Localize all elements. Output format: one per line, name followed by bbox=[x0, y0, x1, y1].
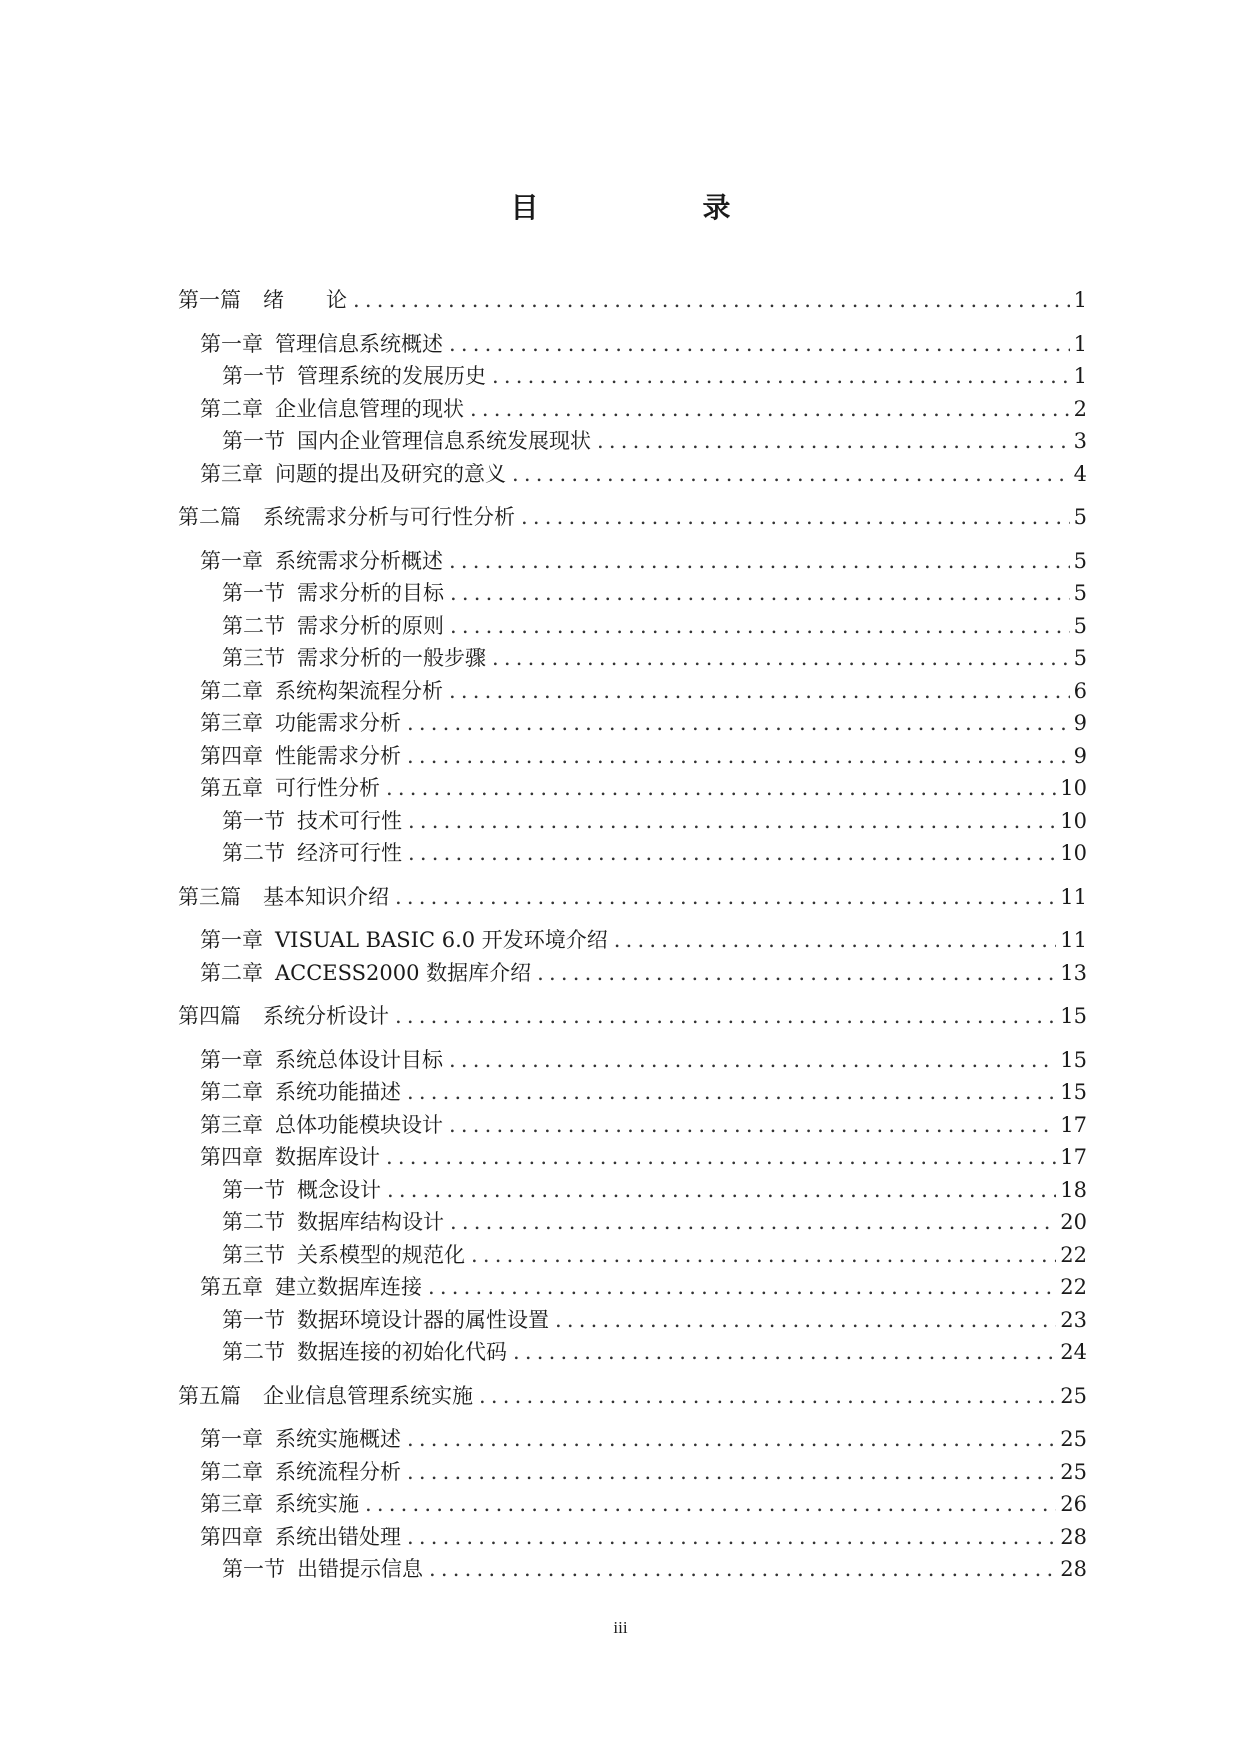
toc-title: 问题的提出及研究的意义 bbox=[275, 461, 506, 486]
toc-number: 第三篇 bbox=[178, 884, 241, 909]
toc-page: 5 bbox=[1073, 646, 1087, 670]
toc-title: 系统需求分析概述 bbox=[275, 548, 443, 573]
toc-number: 第二篇 bbox=[178, 505, 241, 529]
toc-number: 第一章 bbox=[200, 1047, 263, 1072]
toc-entry[interactable] bbox=[178, 957, 1087, 990]
toc-page: 1 bbox=[1073, 288, 1087, 312]
toc-entry[interactable] bbox=[178, 1521, 1087, 1554]
toc-entry[interactable] bbox=[178, 805, 1087, 838]
toc-title: 概念设计 bbox=[297, 1177, 381, 1202]
toc-entry[interactable] bbox=[178, 360, 1087, 393]
toc-entry[interactable] bbox=[178, 1336, 1087, 1369]
toc-number: 第二节 bbox=[222, 613, 285, 638]
toc-number: 第二节 bbox=[222, 1340, 285, 1364]
toc-page: 13 bbox=[1060, 960, 1087, 985]
toc-entry[interactable] bbox=[178, 1423, 1087, 1456]
toc-entry[interactable] bbox=[178, 837, 1087, 870]
toc-page: 9 bbox=[1073, 711, 1087, 735]
table-of-contents bbox=[178, 284, 1087, 1586]
toc-number: 第一节 bbox=[222, 808, 285, 833]
toc-title: 出错提示信息 bbox=[297, 1557, 423, 1581]
toc-page: 5 bbox=[1073, 548, 1087, 573]
toc-title: 数据连接的初始化代码 bbox=[297, 1340, 507, 1364]
toc-title: 企业信息管理系统实施 bbox=[263, 1383, 473, 1408]
toc-title: 管理信息系统概述 bbox=[275, 331, 443, 356]
toc-entry[interactable] bbox=[178, 284, 1087, 317]
toc-page: 3 bbox=[1073, 429, 1087, 453]
toc-number: 第二章 bbox=[200, 960, 263, 985]
toc-page: 28 bbox=[1060, 1557, 1087, 1581]
toc-page: 4 bbox=[1073, 461, 1087, 486]
page-title: 目 录 bbox=[510, 191, 767, 224]
toc-entry[interactable] bbox=[178, 1174, 1087, 1207]
toc-number: 第一节 bbox=[222, 429, 285, 453]
toc-leader bbox=[386, 772, 1056, 805]
toc-leader bbox=[449, 1109, 1056, 1142]
toc-leader bbox=[449, 545, 1070, 578]
toc-page: 10 bbox=[1060, 841, 1087, 865]
toc-entry[interactable] bbox=[178, 1076, 1087, 1109]
toc-leader bbox=[387, 1174, 1056, 1207]
toc-number: 第一节 bbox=[222, 364, 285, 388]
toc-entry[interactable] bbox=[178, 610, 1087, 643]
toc-title: 性能需求分析 bbox=[275, 743, 401, 768]
toc-page: 18 bbox=[1060, 1177, 1087, 1202]
toc-leader bbox=[407, 740, 1070, 773]
toc-leader bbox=[450, 610, 1070, 643]
toc-page: 20 bbox=[1060, 1210, 1087, 1234]
toc-title: 数据库结构设计 bbox=[297, 1210, 444, 1234]
toc-leader bbox=[450, 577, 1070, 610]
toc-leader bbox=[386, 1141, 1056, 1174]
toc-leader bbox=[353, 284, 1070, 317]
toc-page: 10 bbox=[1060, 776, 1087, 800]
toc-title: 企业信息管理的现状 bbox=[275, 396, 464, 421]
toc-number: 第四篇 bbox=[178, 1004, 241, 1028]
toc-page: 26 bbox=[1060, 1492, 1087, 1516]
toc-number: 第四章 bbox=[200, 1524, 263, 1549]
toc-page: 10 bbox=[1060, 808, 1087, 833]
page-number: iii bbox=[613, 1618, 628, 1637]
toc-page: 24 bbox=[1060, 1340, 1087, 1364]
toc-leader bbox=[428, 1271, 1056, 1304]
toc-leader bbox=[408, 837, 1056, 870]
toc-title: 基本知识介绍 bbox=[263, 884, 389, 909]
toc-entry[interactable] bbox=[178, 1380, 1087, 1413]
toc-leader bbox=[521, 501, 1070, 534]
toc-entry[interactable] bbox=[178, 425, 1087, 458]
toc-title: 可行性分析 bbox=[275, 776, 380, 800]
toc-title: 系统分析设计 bbox=[263, 1004, 389, 1028]
toc-number: 第二节 bbox=[222, 841, 285, 865]
toc-page: 9 bbox=[1073, 743, 1087, 768]
toc-entry[interactable] bbox=[178, 1141, 1087, 1174]
toc-title: 系统总体设计目标 bbox=[275, 1047, 443, 1072]
toc-number: 第二章 bbox=[200, 678, 263, 703]
toc-page: 28 bbox=[1060, 1524, 1087, 1549]
toc-title: 管理系统的发展历史 bbox=[297, 364, 486, 388]
toc-title: 系统出错处理 bbox=[275, 1524, 401, 1549]
toc-leader bbox=[597, 425, 1070, 458]
toc-leader bbox=[537, 957, 1056, 990]
toc-number: 第四章 bbox=[200, 743, 263, 768]
toc-number: 第三节 bbox=[222, 1242, 285, 1267]
toc-entry[interactable] bbox=[178, 501, 1087, 534]
toc-number: 第三章 bbox=[200, 711, 263, 735]
toc-page: 1 bbox=[1073, 331, 1087, 356]
toc-number: 第三章 bbox=[200, 1112, 263, 1137]
toc-number: 第二章 bbox=[200, 396, 263, 421]
toc-page: 5 bbox=[1073, 613, 1087, 638]
toc-number: 第四章 bbox=[200, 1145, 263, 1169]
toc-page: 6 bbox=[1073, 678, 1087, 703]
toc-title: 系统构架流程分析 bbox=[275, 678, 443, 703]
toc-leader bbox=[513, 1336, 1056, 1369]
toc-page: 15 bbox=[1060, 1047, 1087, 1072]
toc-entry[interactable] bbox=[178, 1304, 1087, 1337]
toc-entry[interactable] bbox=[178, 328, 1087, 361]
toc-leader bbox=[407, 1456, 1056, 1489]
toc-page: 25 bbox=[1060, 1427, 1087, 1451]
toc-page: 1 bbox=[1073, 364, 1087, 388]
toc-entry[interactable] bbox=[178, 924, 1087, 957]
toc-title: 技术可行性 bbox=[297, 808, 402, 833]
toc-leader bbox=[492, 360, 1070, 393]
toc-leader bbox=[407, 1423, 1056, 1456]
toc-title: 国内企业管理信息系统发展现状 bbox=[297, 429, 591, 453]
toc-number: 第一篇 bbox=[178, 288, 241, 312]
toc-title: 系统流程分析 bbox=[275, 1459, 401, 1484]
toc-number: 第二章 bbox=[200, 1080, 263, 1104]
toc-leader bbox=[407, 1076, 1056, 1109]
toc-number: 第五章 bbox=[200, 776, 263, 800]
toc-leader bbox=[470, 393, 1070, 426]
toc-entry[interactable] bbox=[178, 1206, 1087, 1239]
toc-number: 第一节 bbox=[222, 1557, 285, 1581]
toc-entry[interactable] bbox=[178, 772, 1087, 805]
toc-leader bbox=[614, 924, 1056, 957]
toc-title: ACCESS2000 数据库介绍 bbox=[275, 960, 532, 985]
toc-leader bbox=[449, 675, 1070, 708]
toc-number: 第一节 bbox=[222, 1307, 285, 1332]
toc-number: 第二节 bbox=[222, 1210, 285, 1234]
toc-number: 第一章 bbox=[200, 1427, 263, 1451]
toc-entry[interactable] bbox=[178, 1044, 1087, 1077]
toc-page: 25 bbox=[1060, 1459, 1087, 1484]
toc-title: 总体功能模块设计 bbox=[275, 1112, 443, 1137]
toc-title: 数据环境设计器的属性设置 bbox=[297, 1307, 549, 1332]
toc-entry[interactable] bbox=[178, 458, 1087, 491]
toc-entry[interactable] bbox=[178, 675, 1087, 708]
toc-title: 系统实施概述 bbox=[275, 1427, 401, 1451]
toc-title: 功能需求分析 bbox=[275, 711, 401, 735]
toc-page: 17 bbox=[1060, 1145, 1087, 1169]
toc-entry[interactable] bbox=[178, 642, 1087, 675]
toc-entry[interactable] bbox=[178, 1553, 1087, 1586]
toc-title: 绪 论 bbox=[263, 288, 347, 312]
toc-title: 数据库设计 bbox=[275, 1145, 380, 1169]
toc-leader bbox=[471, 1239, 1056, 1272]
toc-entry[interactable] bbox=[178, 1239, 1087, 1272]
toc-number: 第一节 bbox=[222, 1177, 285, 1202]
toc-title: 系统功能描述 bbox=[275, 1080, 401, 1104]
toc-leader bbox=[365, 1488, 1056, 1521]
toc-leader bbox=[479, 1380, 1056, 1413]
toc-title: 需求分析的目标 bbox=[297, 581, 444, 605]
toc-number: 第一章 bbox=[200, 928, 263, 952]
toc-page: 17 bbox=[1060, 1112, 1087, 1137]
toc-leader bbox=[492, 642, 1070, 675]
toc-number: 第一章 bbox=[200, 331, 263, 356]
toc-page: 11 bbox=[1060, 884, 1087, 909]
toc-entry[interactable] bbox=[178, 1271, 1087, 1304]
toc-leader bbox=[449, 1044, 1056, 1077]
toc-number: 第三章 bbox=[200, 1492, 263, 1516]
toc-title: VISUAL BASIC 6.0 开发环境介绍 bbox=[275, 928, 608, 952]
toc-title: 关系模型的规范化 bbox=[297, 1242, 465, 1267]
toc-page: 23 bbox=[1060, 1307, 1087, 1332]
toc-title: 系统实施 bbox=[275, 1492, 359, 1516]
toc-page: 25 bbox=[1060, 1383, 1087, 1408]
toc-page: 5 bbox=[1073, 505, 1087, 529]
toc-page: 15 bbox=[1060, 1080, 1087, 1104]
toc-title: 系统需求分析与可行性分析 bbox=[263, 505, 515, 529]
toc-entry[interactable] bbox=[178, 545, 1087, 578]
toc-title: 需求分析的原则 bbox=[297, 613, 444, 638]
toc-title: 经济可行性 bbox=[297, 841, 402, 865]
toc-entry[interactable] bbox=[178, 881, 1087, 914]
toc-leader bbox=[555, 1304, 1056, 1337]
toc-leader bbox=[407, 1521, 1056, 1554]
toc-entry[interactable] bbox=[178, 707, 1087, 740]
toc-leader bbox=[395, 881, 1056, 914]
toc-number: 第一节 bbox=[222, 581, 285, 605]
toc-title: 需求分析的一般步骤 bbox=[297, 646, 486, 670]
toc-number: 第二章 bbox=[200, 1459, 263, 1484]
toc-page: 22 bbox=[1060, 1275, 1087, 1299]
toc-leader bbox=[407, 707, 1070, 740]
toc-leader bbox=[450, 1206, 1056, 1239]
toc-entry[interactable] bbox=[178, 393, 1087, 426]
toc-title: 建立数据库连接 bbox=[275, 1275, 422, 1299]
toc-page: 5 bbox=[1073, 581, 1087, 605]
toc-page: 22 bbox=[1060, 1242, 1087, 1267]
toc-entry[interactable] bbox=[178, 577, 1087, 610]
toc-leader bbox=[395, 1000, 1056, 1033]
toc-entry[interactable] bbox=[178, 1488, 1087, 1521]
toc-number: 第五章 bbox=[200, 1275, 263, 1299]
toc-page: 11 bbox=[1060, 928, 1087, 952]
toc-leader bbox=[429, 1553, 1056, 1586]
toc-number: 第一章 bbox=[200, 548, 263, 573]
toc-leader bbox=[449, 328, 1070, 361]
toc-entry[interactable] bbox=[178, 1456, 1087, 1489]
toc-page: 15 bbox=[1060, 1004, 1087, 1028]
toc-entry[interactable] bbox=[178, 1000, 1087, 1033]
toc-entry[interactable] bbox=[178, 1109, 1087, 1142]
toc-number: 第三节 bbox=[222, 646, 285, 670]
toc-leader bbox=[408, 805, 1056, 838]
toc-page: 2 bbox=[1073, 396, 1087, 421]
toc-leader bbox=[512, 458, 1070, 491]
toc-number: 第五篇 bbox=[178, 1383, 241, 1408]
toc-entry[interactable] bbox=[178, 740, 1087, 773]
toc-number: 第三章 bbox=[200, 461, 263, 486]
